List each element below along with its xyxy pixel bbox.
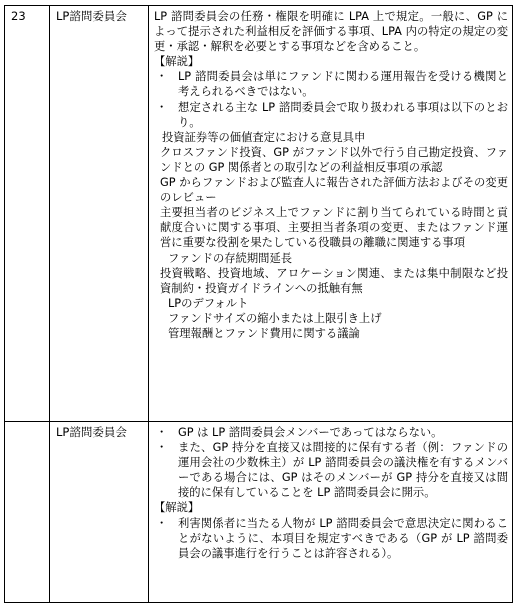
bullet-text: LP 諮問委員会は単にファンドに関わる運用報告を受ける機関と考えられるべきではない。	[178, 70, 508, 99]
bullet-text: また、GP 持分を直接又は間接的に保有する者（例：ファンドの運用会社の少数株主）が LP 諮問委員会の議決権を有するメンバーである場合には、GP はそのメンバーが GP 持分を直接又は間接的に保有していることを LP 諮問委員会に開示。	[178, 441, 508, 500]
row-number-cell	[5, 6, 50, 422]
topic-label: LP諮問委員会	[56, 425, 127, 439]
bullet-text: GP は LP 諮問委員会メンバーであってはならない。	[178, 426, 443, 439]
list-item	[154, 440, 508, 500]
matter-item: ファンドの存続期間延長	[168, 251, 293, 265]
topic-cell	[50, 422, 149, 603]
commentary-heading: 【解説】	[154, 501, 200, 515]
matter-item: LPのデフォルト	[168, 296, 249, 310]
topic-label: LP諮問委員会	[56, 9, 127, 23]
matter-item: 投資証券等の価値査定における意見具申	[162, 130, 366, 144]
matter-item: 管理報酬とファンド費用に関する議論	[168, 326, 360, 340]
list-item	[154, 516, 508, 561]
row-number	[5, 422, 49, 425]
matter-item: 主要担当者のビジネス上でファンドに割り当てられている時間と貢献度合いに関する事項、主要担当者条項の変更、またはファンド運営に重要な役割を果たしている役職員の離職に関連する事項	[160, 206, 508, 250]
intro-paragraph: LP 諮問委員会の任務・権限を明確に LPA 上で規定。一般に、GP によって提示された利益相反を評価する事項、LPA 内の特定の規定の変更・承認・解釈を必要とする事項などを含めること。	[154, 10, 508, 54]
bullet-mark: ・	[156, 426, 168, 439]
matter-item: 投資戦略、投資地域、アロケーション関連、または集中制限など投資制約・投資ガイドラインへの抵触有無	[160, 266, 508, 295]
table-row	[5, 422, 513, 603]
bullet-text: 利害関係者に当たる人物が LP 諮問委員会で意思決定に関わることがないように、本項目を規定すべきである（GP が LP 諮問委員会の議事進行を行うことは許容される）。	[178, 516, 508, 560]
matter-item: クロスファンド投資、GP がファンド以外で行う自己勘定投資、ファンドとの GP 関係者との取引などの利益相反事項の承認	[160, 145, 508, 174]
bullet-mark: ・	[156, 441, 168, 455]
matter-item: ファンドサイズの縮小または上限引き上げ	[168, 311, 382, 325]
table-row	[5, 6, 513, 422]
guideline-table	[4, 5, 513, 603]
content-cell	[149, 422, 513, 603]
topic-cell	[50, 6, 149, 422]
bullet-mark: ・	[156, 100, 168, 114]
row-number-cell	[5, 422, 50, 603]
list-item	[154, 69, 508, 99]
bullet-text: 想定される主な LP 諮問委員会で取り扱われる事項は以下のとおり。	[178, 100, 508, 129]
bullet-mark: ・	[156, 70, 168, 84]
content-cell	[149, 6, 513, 422]
commentary-heading: 【解説】	[154, 55, 200, 69]
row-number: 23	[11, 9, 26, 23]
list-item	[154, 425, 508, 440]
bullet-mark: ・	[156, 516, 168, 530]
list-item	[154, 100, 508, 130]
matter-item: GP からファンドおよび監査人に報告された評価方法およびその変更のレビュー	[160, 176, 508, 205]
